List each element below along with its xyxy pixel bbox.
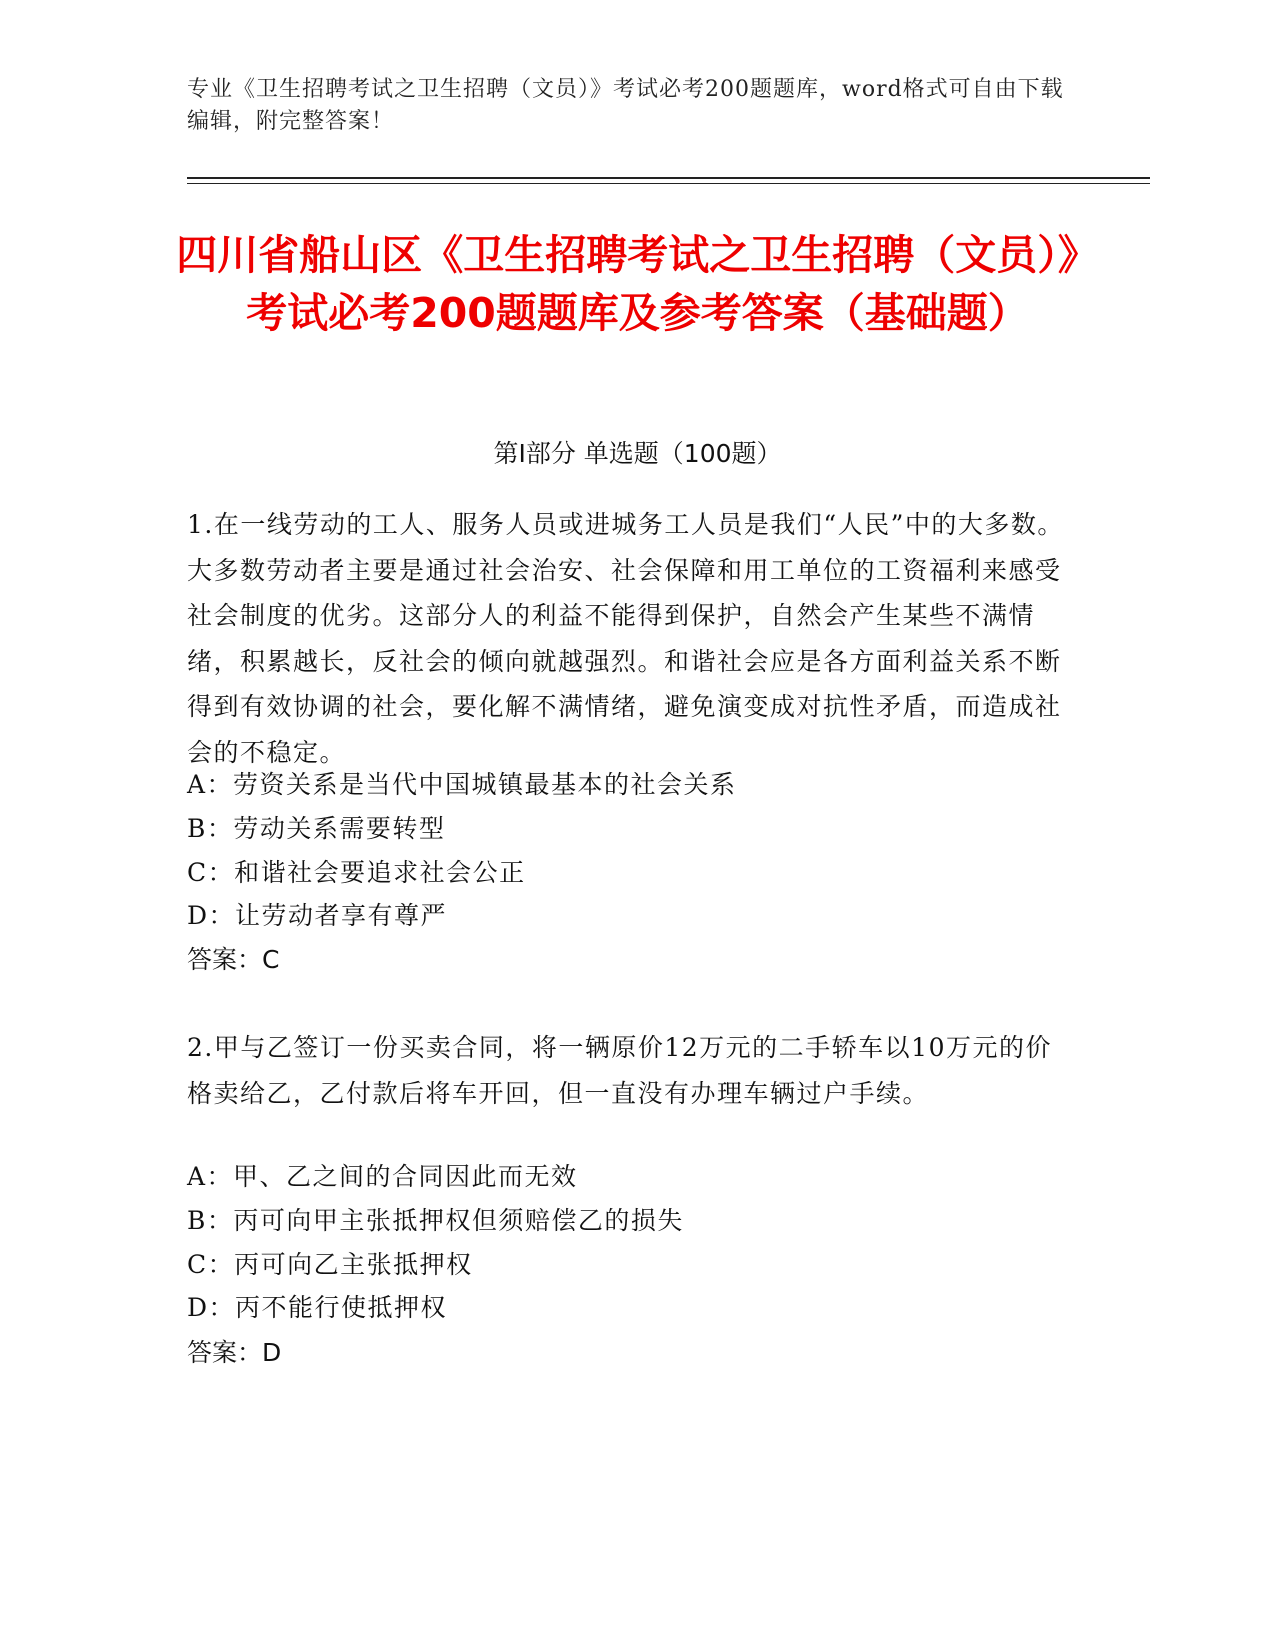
- question-2-option-a: A：甲、乙之间的合同因此而无效: [187, 1162, 578, 1191]
- question-1-stem: 1.在一线劳动的工人、服务人员或进城务工人员是我们“人民”中的大多数。大多数劳动者主要是通过社会治安、社会保障和用工单位的工资福利来感受社会制度的优劣。这部分人的利益不能得到保护，自然会产生某些不满情绪，积累越长，反社会的倾向就越强烈。和谐社会应是各方面利益关系不断得到有效协调的社会，要化解不满情绪，避免演变成对抗性矛盾，而造成社会的不稳定。: [187, 510, 1064, 767]
- header-divider-thick: [187, 177, 1150, 179]
- question-2-option-b: B：丙可向甲主张抵押权但须赔偿乙的损失: [187, 1206, 684, 1235]
- question-1-option-b: B：劳动关系需要转型: [187, 814, 446, 843]
- question-2-option-c: C：丙可向乙主张抵押权: [187, 1250, 473, 1279]
- question-1-option-a: A：劳资关系是当代中国城镇最基本的社会关系: [187, 770, 737, 799]
- document-title: 四川省船山区《卫生招聘考试之卫生招聘（文员）》考试必考200题题库及参考答案（基础题）: [176, 231, 1099, 337]
- question-2-stem: 2.甲与乙签订一份买卖合同，将一辆原价12万元的二手轿车以10万元的价格卖给乙，乙付款后将车开回，但一直没有办理车辆过户手续。: [187, 1033, 1052, 1108]
- header-note: 专业《卫生招聘考试之卫生招聘（文员）》考试必考200题题库，word格式可自由下载编辑，附完整答案！: [187, 77, 1064, 134]
- section-heading: 第I部分 单选题（100题）: [493, 439, 782, 468]
- header-divider-thin: [187, 183, 1150, 184]
- question-1-option-c: C：和谐社会要追求社会公正: [187, 858, 526, 887]
- question-2-option-d: D：丙不能行使抵押权: [187, 1293, 448, 1322]
- question-2-answer: 答案：D: [187, 1338, 282, 1367]
- question-1-answer: 答案：C: [187, 945, 280, 974]
- question-1-option-d: D：让劳动者享有尊严: [187, 901, 448, 930]
